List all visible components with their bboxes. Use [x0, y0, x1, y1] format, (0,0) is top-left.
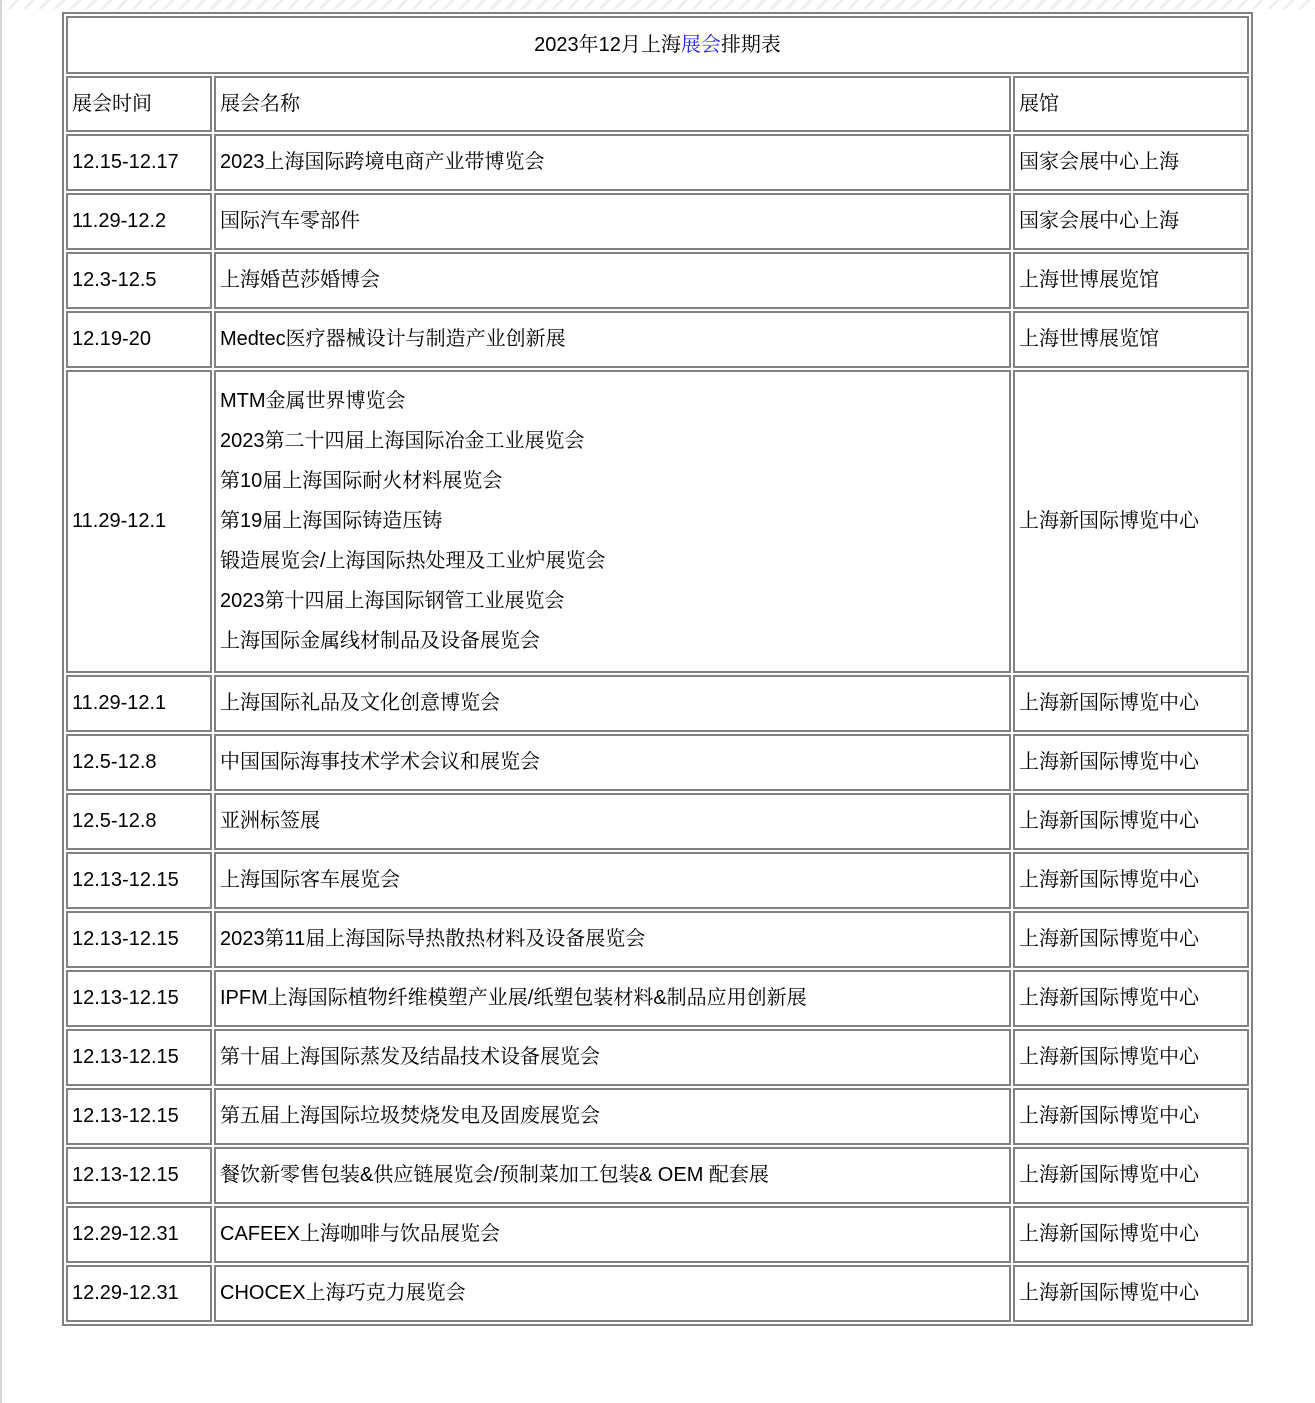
exhibition-name-cell: IPFM上海国际植物纤维模塑产业展/纸塑包装材料&制品应用创新展 — [214, 970, 1011, 1027]
exhibition-time-cell: 12.5-12.8 — [66, 734, 212, 791]
exhibition-time-cell: 12.29-12.31 — [66, 1206, 212, 1263]
exhibition-name-cell: 亚洲标签展 — [214, 793, 1011, 850]
table-row — [66, 852, 1249, 909]
venue-cell: 上海新国际博览中心 — [1013, 852, 1249, 909]
exhibition-time-cell: 12.13-12.15 — [66, 1088, 212, 1145]
venue-cell: 上海新国际博览中心 — [1013, 1029, 1249, 1086]
exhibition-name-line: 2023第十四届上海国际钢管工业展览会 — [220, 590, 565, 612]
venue-cell: 上海新国际博览中心 — [1013, 793, 1249, 850]
table-row — [66, 911, 1249, 968]
exhibition-name-cell: 2023上海国际跨境电商产业带博览会 — [214, 134, 1011, 191]
exhibition-name-cell: CHOCEX上海巧克力展览会 — [214, 1265, 1011, 1322]
exhibition-name-cell — [214, 370, 1011, 673]
exhibition-time-cell: 12.29-12.31 — [66, 1265, 212, 1322]
venue-cell: 上海新国际博览中心 — [1013, 675, 1249, 732]
venue-cell: 上海新国际博览中心 — [1013, 370, 1249, 673]
title-exhibition-link[interactable]: 展会 — [680, 33, 721, 56]
table-row — [66, 970, 1249, 1027]
exhibition-time-cell: 12.19-20 — [66, 311, 212, 368]
exhibition-time-cell: 11.29-12.1 — [66, 675, 212, 732]
exhibition-name-cell: Medtec医疗器械设计与制造产业创新展 — [214, 311, 1011, 368]
exhibition-name-cell: 第五届上海国际垃圾焚烧发电及固废展览会 — [214, 1088, 1011, 1145]
title-suffix: 排期表 — [720, 33, 781, 56]
table-row — [66, 1265, 1249, 1322]
exhibition-time-cell: 12.15-12.17 — [66, 134, 212, 191]
exhibition-name-line: 上海国际金属线材制品及设备展览会 — [220, 630, 540, 652]
exhibition-time-cell: 12.13-12.15 — [66, 970, 212, 1027]
venue-cell: 上海新国际博览中心 — [1013, 911, 1249, 968]
exhibition-name-cell: 2023第11届上海国际导热散热材料及设备展览会 — [214, 911, 1011, 968]
col-header-venue: 展馆 — [1013, 76, 1249, 132]
venue-cell: 上海新国际博览中心 — [1013, 1088, 1249, 1145]
exhibition-time-cell: 12.13-12.15 — [66, 1029, 212, 1086]
table-row — [66, 134, 1249, 191]
exhibition-schedule-table — [62, 12, 1253, 1326]
page-title — [66, 16, 1249, 74]
exhibition-name-line: MTM金属世界博览会 — [220, 390, 406, 412]
exhibition-name-cell: 餐饮新零售包装&供应链展览会/预制菜加工包装& OEM 配套展 — [214, 1147, 1011, 1204]
table-row — [66, 311, 1249, 368]
exhibition-name-cell: 第十届上海国际蒸发及结晶技术设备展览会 — [214, 1029, 1011, 1086]
exhibition-name-cell: 上海国际客车展览会 — [214, 852, 1011, 909]
exhibition-name-line: 锻造展览会/上海国际热处理及工业炉展览会 — [220, 550, 606, 572]
exhibition-name-cell: 中国国际海事技术学术会议和展览会 — [214, 734, 1011, 791]
venue-cell: 上海新国际博览中心 — [1013, 1265, 1249, 1322]
exhibition-time-cell: 12.13-12.15 — [66, 852, 212, 909]
exhibition-time-cell: 11.29-12.2 — [66, 193, 212, 250]
exhibition-name-cell: 上海婚芭莎婚博会 — [214, 252, 1011, 309]
exhibition-name-cell: 国际汽车零部件 — [214, 193, 1011, 250]
exhibition-name-line: 2023第二十四届上海国际冶金工业展览会 — [220, 430, 585, 452]
exhibition-name-cell: 上海国际礼品及文化创意博览会 — [214, 675, 1011, 732]
title-prefix: 2023年12月上海 — [534, 33, 681, 56]
venue-cell: 上海世博展览馆 — [1013, 252, 1249, 309]
table-row — [66, 1147, 1249, 1204]
table-row — [66, 252, 1249, 309]
table-row — [66, 193, 1249, 250]
table-row — [66, 675, 1249, 732]
table-row — [66, 1029, 1249, 1086]
exhibition-time-cell: 12.5-12.8 — [66, 793, 212, 850]
exhibition-name-cell: CAFEEX上海咖啡与饮品展览会 — [214, 1206, 1011, 1263]
exhibition-name-line: 第19届上海国际铸造压铸 — [220, 510, 443, 532]
venue-cell: 上海世博展览馆 — [1013, 311, 1249, 368]
table-title-row — [66, 16, 1249, 74]
table-row — [66, 793, 1249, 850]
venue-cell: 上海新国际博览中心 — [1013, 970, 1249, 1027]
venue-cell: 国家会展中心上海 — [1013, 134, 1249, 191]
col-header-time: 展会时间 — [66, 76, 212, 132]
venue-cell: 国家会展中心上海 — [1013, 193, 1249, 250]
table-row — [66, 1088, 1249, 1145]
exhibition-time-cell: 12.13-12.15 — [66, 1147, 212, 1204]
venue-cell: 上海新国际博览中心 — [1013, 1147, 1249, 1204]
table-row — [66, 1206, 1249, 1263]
exhibition-time-cell: 12.13-12.15 — [66, 911, 212, 968]
exhibition-name-line: 第10届上海国际耐火材料展览会 — [220, 470, 503, 492]
exhibition-time-cell: 12.3-12.5 — [66, 252, 212, 309]
table-header-row — [66, 76, 1249, 132]
window-left-edge — [0, 0, 2, 1403]
top-hatch-strip — [0, 0, 1315, 9]
col-header-name: 展会名称 — [214, 76, 1011, 132]
table-row — [66, 734, 1249, 791]
venue-cell: 上海新国际博览中心 — [1013, 734, 1249, 791]
table-row — [66, 370, 1249, 673]
venue-cell: 上海新国际博览中心 — [1013, 1206, 1249, 1263]
exhibition-time-cell: 11.29-12.1 — [66, 370, 212, 673]
